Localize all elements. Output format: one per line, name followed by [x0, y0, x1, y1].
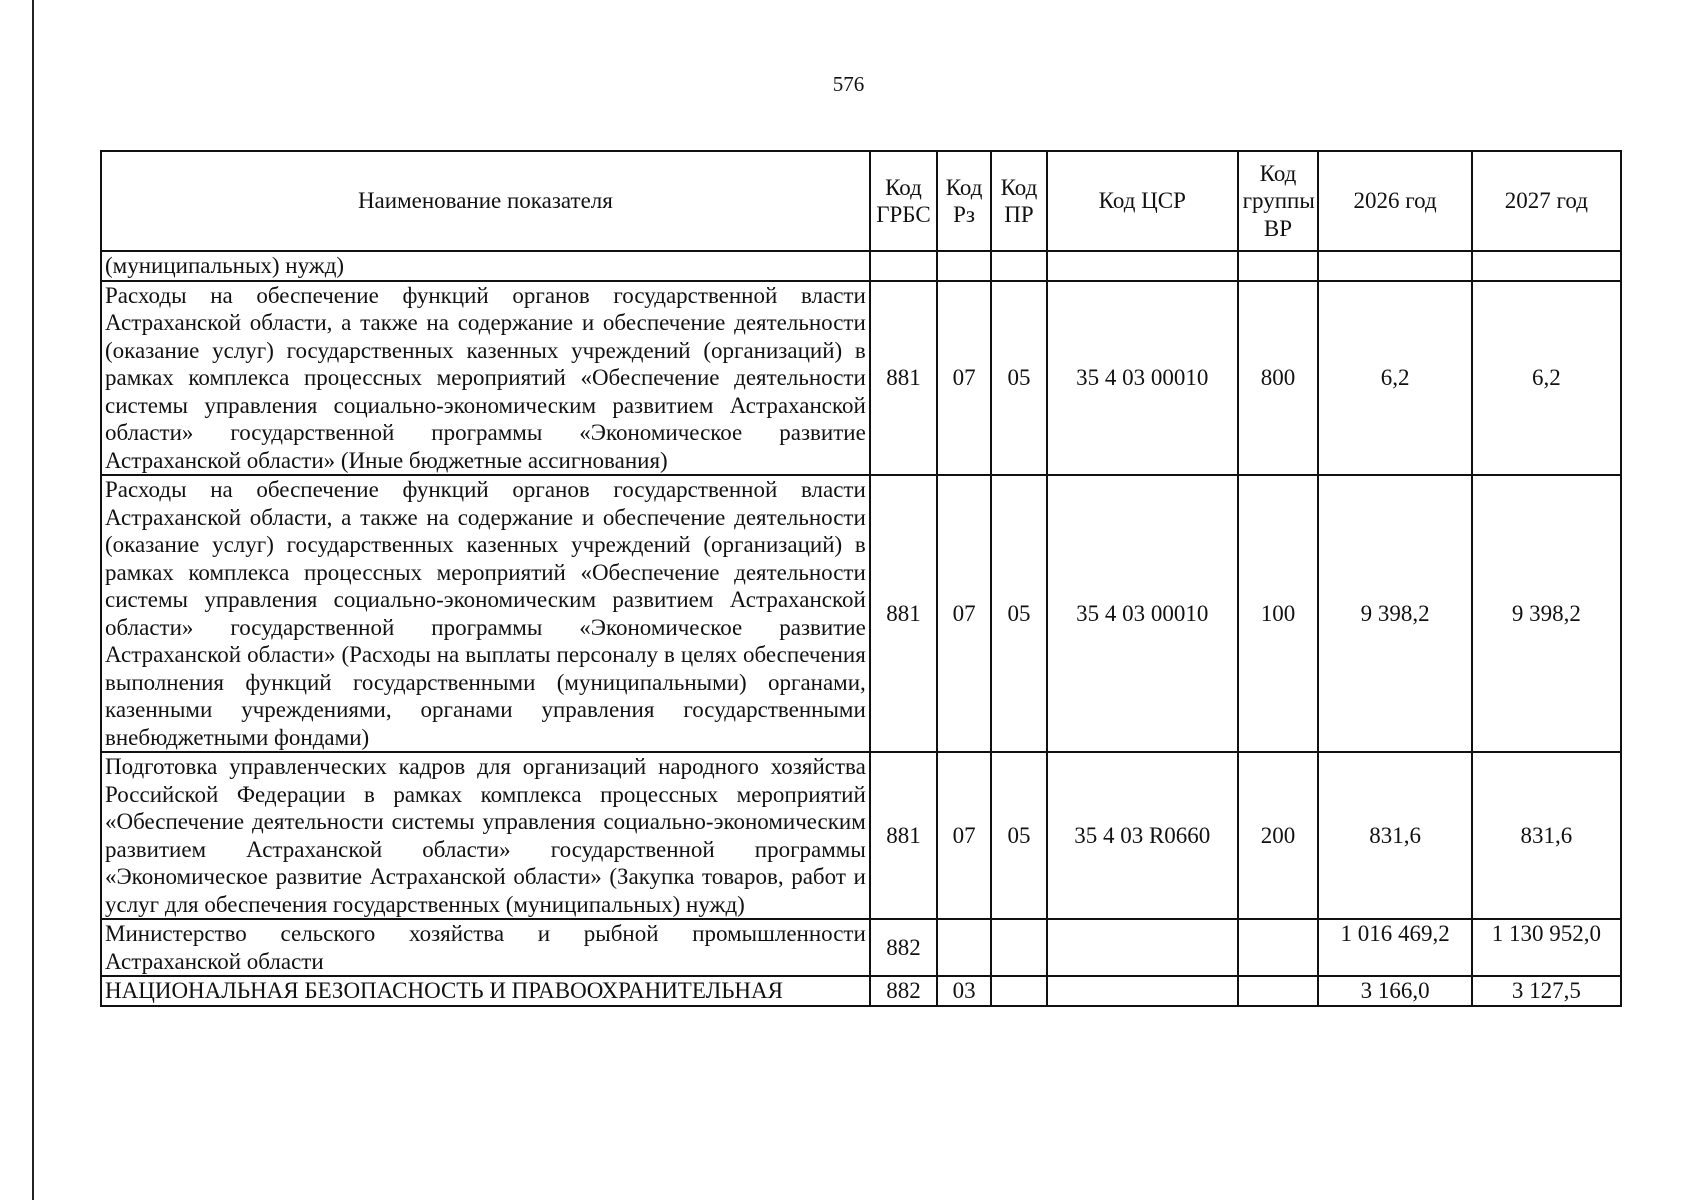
- row-name: Министерство сельского хозяйства и рыбной промышленности Астраханской области: [101, 919, 870, 976]
- row-pr: [991, 976, 1047, 1006]
- row-2027: 3 127,5: [1472, 976, 1621, 1006]
- page-number: 576: [832, 72, 865, 96]
- row-vr: [1238, 976, 1319, 1006]
- row-2026: 9 398,2: [1318, 475, 1471, 752]
- row-2026: 831,6: [1318, 752, 1471, 919]
- row-rz: 03: [937, 976, 991, 1006]
- row-rz: 07: [937, 281, 991, 476]
- row-rz: 07: [937, 475, 991, 752]
- row-2027: 6,2: [1472, 281, 1621, 476]
- row-name: НАЦИОНАЛЬНАЯ БЕЗОПАСНОСТЬ И ПРАВООХРАНИТЕЛЬНАЯ: [101, 976, 870, 1006]
- row-vr: 800: [1238, 281, 1319, 476]
- row-csr: 35 4 03 R0660: [1047, 752, 1238, 919]
- row-grbs: 881: [870, 281, 937, 476]
- row-grbs: 882: [870, 919, 937, 976]
- header-rz: Код Рз: [937, 151, 991, 251]
- row-pr: [991, 919, 1047, 976]
- row-rz: [937, 251, 991, 281]
- row-grbs: 881: [870, 475, 937, 752]
- table-row: [101, 919, 1621, 976]
- row-csr: 35 4 03 00010: [1047, 281, 1238, 476]
- row-vr: [1238, 919, 1319, 976]
- row-name: (муниципальных) нужд): [101, 251, 870, 281]
- header-vr: Код группы ВР: [1238, 151, 1319, 251]
- row-grbs: 881: [870, 752, 937, 919]
- row-pr: 05: [991, 752, 1047, 919]
- row-2027: 1 130 952,0: [1472, 919, 1621, 976]
- table-row: [101, 281, 1621, 476]
- row-2026: 1 016 469,2: [1318, 919, 1471, 976]
- header-2027: 2027 год: [1472, 151, 1621, 251]
- row-rz: 07: [937, 752, 991, 919]
- row-2026: [1318, 251, 1471, 281]
- table-row: [101, 752, 1621, 919]
- row-csr: [1047, 251, 1238, 281]
- row-pr: 05: [991, 475, 1047, 752]
- row-grbs: [870, 251, 937, 281]
- row-name: Расходы на обеспечение функций органов государственной власти Астраханской области, а также на содержание и обеспечение деятельности (оказание услуг) государственных казенных учреждений (организаций) в рамках комплекса процессных мероприятий «Обеспечение деятельности системы управления социально-экономическим развитием Астраханской области» государственной программы «Экономическое развитие Астраханской области» (Иные бюджетные ассигнования): [101, 281, 870, 476]
- table-row: [101, 475, 1621, 752]
- budget-table: [100, 150, 1622, 1007]
- row-csr: [1047, 919, 1238, 976]
- row-csr: 35 4 03 00010: [1047, 475, 1238, 752]
- header-csr: Код ЦСР: [1047, 151, 1238, 251]
- row-2027: [1472, 251, 1621, 281]
- row-vr: 200: [1238, 752, 1319, 919]
- row-name: Расходы на обеспечение функций органов государственной власти Астраханской области, а также на содержание и обеспечение деятельности (оказание услуг) государственных казенных учреждений (организаций) в рамках комплекса процессных мероприятий «Обеспечение деятельности системы управления социально-экономическим развитием Астраханской области» государственной программы «Экономическое развитие Астраханской области» (Расходы на выплаты персоналу в целях обеспечения выполнения функций государственными (муниципальными) органами, казенными учреждениями, органами управления государственными внебюджетными фондами): [101, 475, 870, 752]
- row-vr: 100: [1238, 475, 1319, 752]
- row-2027: 831,6: [1472, 752, 1621, 919]
- row-pr: [991, 251, 1047, 281]
- header-pr: Код ПР: [991, 151, 1047, 251]
- row-grbs: 882: [870, 976, 937, 1006]
- table-header-row: [101, 151, 1621, 251]
- header-2026: 2026 год: [1318, 151, 1471, 251]
- scan-margin-line: [32, 0, 34, 1200]
- row-rz: [937, 919, 991, 976]
- row-2026: 6,2: [1318, 281, 1471, 476]
- row-pr: 05: [991, 281, 1047, 476]
- row-vr: [1238, 251, 1319, 281]
- header-grbs: Код ГРБС: [870, 151, 937, 251]
- row-name: Подготовка управленческих кадров для организаций народного хозяйства Российской Федерации в рамках комплекса процессных мероприятий «Обеспечение деятельности системы управления социально-экономическим развитием Астраханской области» государственной программы «Экономическое развитие Астраханской области» (Закупка товаров, работ и услуг для обеспечения государственных (муниципальных) нужд): [101, 752, 870, 919]
- row-2027: 9 398,2: [1472, 475, 1621, 752]
- table-row: [101, 251, 1621, 281]
- row-csr: [1047, 976, 1238, 1006]
- row-2026: 3 166,0: [1318, 976, 1471, 1006]
- table-row: [101, 976, 1621, 1006]
- header-name: Наименование показателя: [101, 151, 870, 251]
